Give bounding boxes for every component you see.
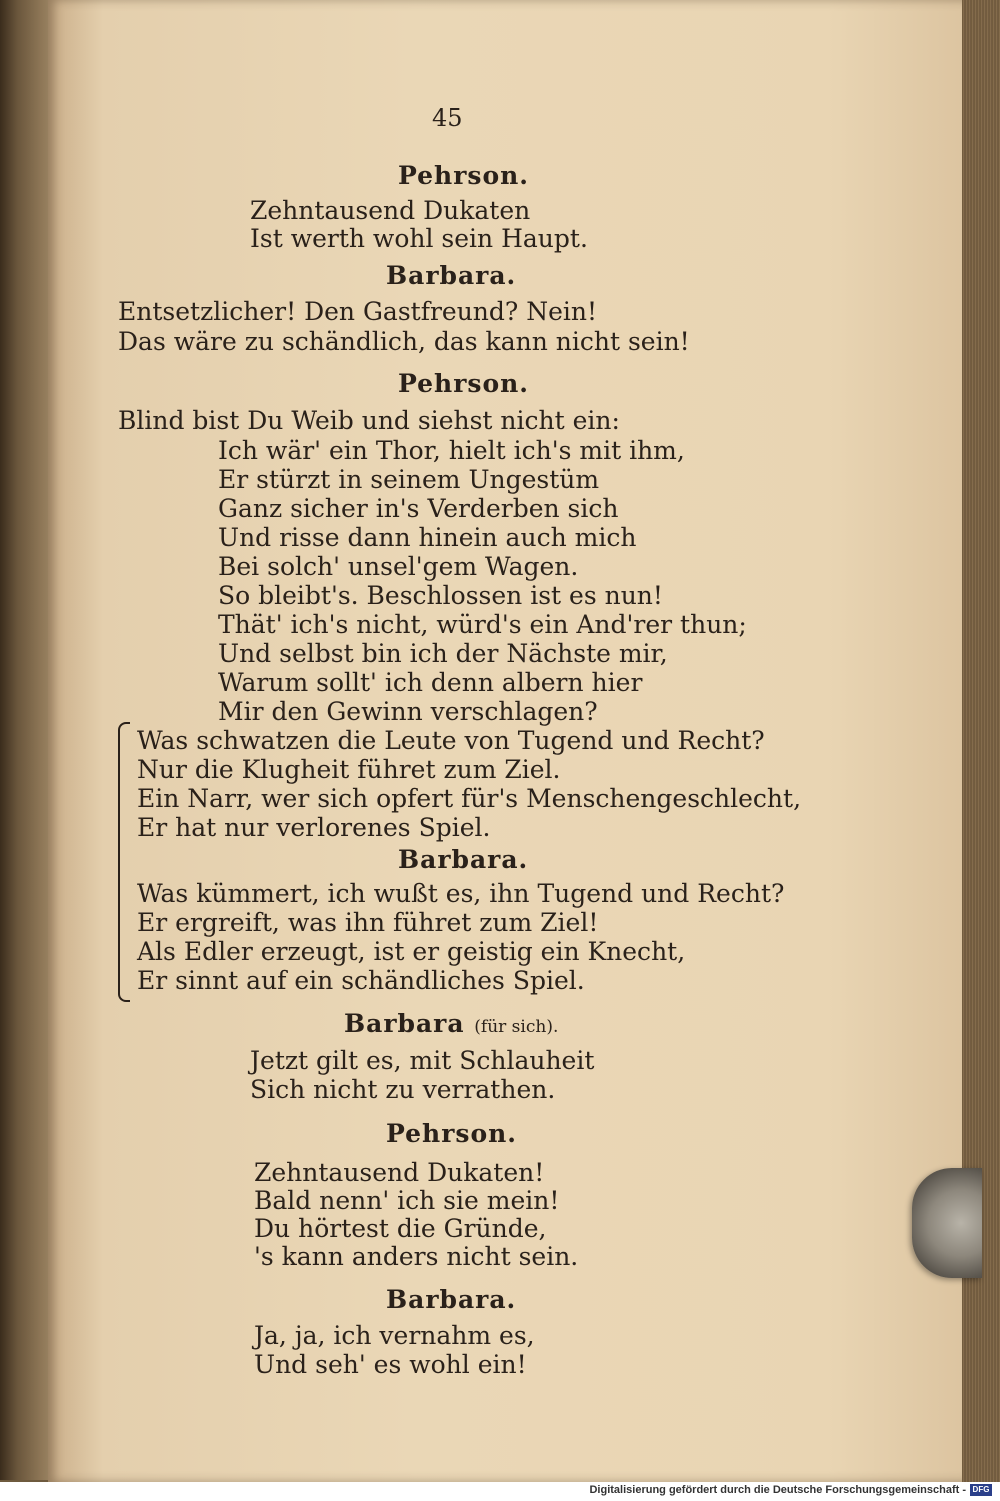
verse-line: Und seh' es wohl ein! [254, 1350, 527, 1379]
verse-line: Er sinnt auf ein schändliches Spiel. [137, 966, 585, 995]
verse-line: Sich nicht zu verrathen. [250, 1075, 556, 1104]
speaker-name-text: Barbara [344, 1009, 465, 1038]
speaker-name: Barbara. [386, 1285, 517, 1314]
verse-line: Nur die Klugheit führet zum Ziel. [137, 755, 561, 784]
verse-line: Ich wär' ein Thor, hielt ich's mit ihm, [218, 436, 685, 465]
verse-line: Warum sollt' ich denn albern hier [218, 668, 643, 697]
dfg-logo: DFG [970, 1484, 992, 1496]
stage-direction: (für sich). [474, 1017, 559, 1037]
verse-line: Mir den Gewinn verschlagen? [218, 697, 598, 726]
verse-line: Zehntausend Dukaten [250, 196, 531, 225]
verse-line: So bleibt's. Beschlossen ist es nun! [218, 581, 663, 610]
verse-line: Was kümmert, ich wußt es, ihn Tugend und Recht? [137, 879, 785, 908]
verse-line: Bei solch' unsel'gem Wagen. [218, 552, 579, 581]
funding-note: Digitalisierung gefördert durch die Deutsche Forschungsgemeinschaft - [589, 1484, 966, 1496]
speaker-name: Barbara. [398, 845, 529, 874]
speaker-name [344, 1010, 558, 1041]
verse-line: Ein Narr, wer sich opfert für's Menschengeschlecht, [137, 784, 802, 813]
page-number: 45 [432, 104, 463, 132]
verse-line: Ganz sicher in's Verderben sich [218, 494, 619, 523]
verse-line: Thät' ich's nicht, würd's ein And'rer thun; [218, 610, 747, 639]
verse-line: Du hörtest die Gründe, [254, 1214, 547, 1243]
verse-line: Und selbst bin ich der Nächste mir, [218, 639, 668, 668]
speaker-name: Barbara. [386, 261, 517, 290]
verse-line: Blind bist Du Weib und siehst nicht ein: [118, 406, 620, 435]
verse-line: Was schwatzen die Leute von Tugend und Recht? [137, 726, 765, 755]
verse-line: Ja, ja, ich vernahm es, [254, 1321, 535, 1350]
verse-line: Er stürzt in seinem Ungestüm [218, 465, 600, 494]
verse-line: Und risse dann hinein auch mich [218, 523, 637, 552]
verse-line: Bald nenn' ich sie mein! [254, 1186, 560, 1215]
verse-line: Er hat nur verlorenes Spiel. [137, 813, 491, 842]
verse-line: Als Edler erzeugt, ist er geistig ein Knecht, [137, 937, 686, 966]
verse-line: Er ergreift, was ihn führet zum Ziel! [137, 908, 599, 937]
thumb-index-tab [912, 1168, 982, 1278]
verse-line: Jetzt gilt es, mit Schlauheit [250, 1046, 595, 1075]
verse-line: Das wäre zu schändlich, das kann nicht sein! [118, 327, 690, 356]
verse-line: Entsetzlicher! Den Gastfreund? Nein! [118, 297, 598, 326]
duet-bracket [118, 722, 130, 1002]
verse-line: Ist werth wohl sein Haupt. [250, 224, 588, 253]
verse-line: Zehntausend Dukaten! [254, 1158, 545, 1187]
verse-line: 's kann anders nicht sein. [254, 1242, 579, 1271]
speaker-name: Pehrson. [386, 1119, 518, 1148]
speaker-name: Pehrson. [398, 369, 530, 398]
speaker-name: Pehrson. [398, 161, 530, 190]
